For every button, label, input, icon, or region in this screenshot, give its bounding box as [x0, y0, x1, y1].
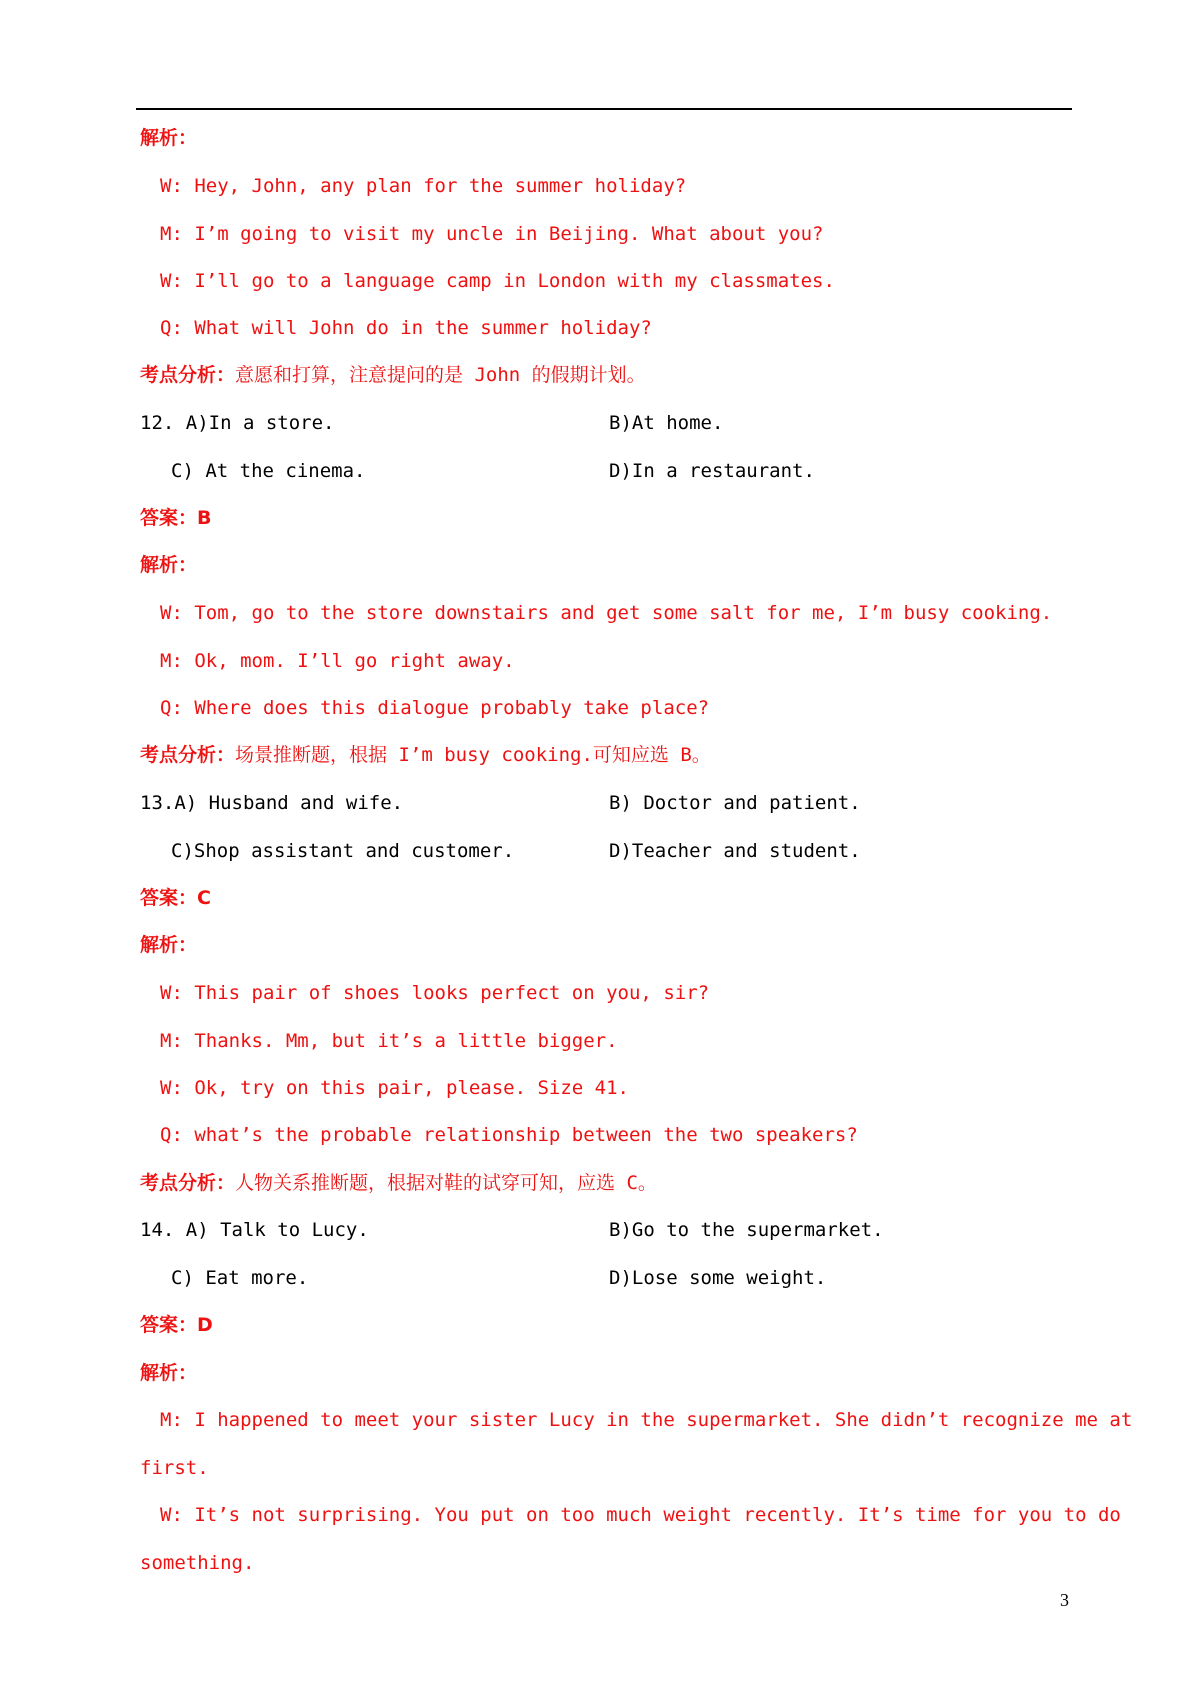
dialogue-line: W: This pair of shoes looks perfect on you, sir? [160, 982, 710, 1004]
option-b: B)Go to the supermarket. [609, 1219, 884, 1241]
option-a: 13.A) Husband and wife. [140, 792, 404, 814]
dialogue-line: W: Ok, try on this pair, please. Size 41. [160, 1077, 629, 1099]
option-d: D)Lose some weight. [609, 1267, 827, 1289]
analysis-label: 解析： [140, 1362, 198, 1384]
option-a: 12. A)In a store. [140, 412, 335, 434]
point-analysis-text: 人物关系推断题，根据对鞋的试穿可知，应选 C。 [235, 1172, 657, 1194]
point-analysis-text: 场景推断题，根据 I’m busy cooking.可知应选 B。 [235, 744, 711, 766]
dialogue-line: M: I happened to meet your sister Lucy in the supermarket. She didn’t recognize me at [160, 1409, 1133, 1431]
dialogue-line: W: I’ll go to a language camp in London with my classmates. [160, 270, 835, 292]
analysis-label: 解析： [140, 127, 198, 149]
answer: 答案：B [140, 507, 212, 529]
analysis-label: 解析： [140, 934, 198, 956]
option-a: 14. A) Talk to Lucy. [140, 1219, 369, 1241]
dialogue-line: W: Hey, John, any plan for the summer holiday? [160, 175, 687, 197]
option-d: D)In a restaurant. [609, 460, 815, 482]
point-analysis-label: 考点分析： [140, 1172, 236, 1194]
dialogue-line: Q: what’s the probable relationship between the two speakers? [160, 1124, 858, 1146]
option-b: B)At home. [609, 412, 724, 434]
dialogue-line: something. [140, 1552, 255, 1574]
dialogue-line: Q: Where does this dialogue probably take place? [160, 697, 710, 719]
point-analysis [140, 362, 646, 388]
dialogue-line: M: Ok, mom. I’ll go right away. [160, 650, 515, 672]
option-c: C) At the cinema. [171, 460, 366, 482]
dialogue-line: M: Thanks. Mm, but it’s a little bigger. [160, 1030, 618, 1052]
point-analysis [140, 1170, 657, 1196]
answer: 答案：C [140, 887, 211, 909]
dialogue-line: W: Tom, go to the store downstairs and get some salt for me, I’m busy cooking. [160, 602, 1053, 624]
dialogue-line: Q: What will John do in the summer holiday? [160, 317, 652, 339]
option-c: C)Shop assistant and customer. [171, 840, 515, 862]
header-rule [136, 108, 1072, 110]
page-number: 3 [1060, 1590, 1069, 1610]
point-analysis-text: 意愿和打算，注意提问的是 John 的假期计划。 [235, 364, 646, 386]
answer: 答案：D [140, 1314, 213, 1336]
point-analysis-label: 考点分析： [140, 744, 236, 766]
option-d: D)Teacher and student. [609, 840, 861, 862]
option-b: B) Doctor and patient. [609, 792, 861, 814]
dialogue-line: W: It’s not surprising. You put on too much weight recently. It’s time for you to do [160, 1504, 1121, 1526]
dialogue-line: M: I’m going to visit my uncle in Beijing. What about you? [160, 223, 824, 245]
analysis-label: 解析： [140, 554, 198, 576]
point-analysis-label: 考点分析： [140, 364, 236, 386]
point-analysis [140, 742, 711, 768]
option-c: C) Eat more. [171, 1267, 309, 1289]
dialogue-line: first. [140, 1457, 209, 1479]
